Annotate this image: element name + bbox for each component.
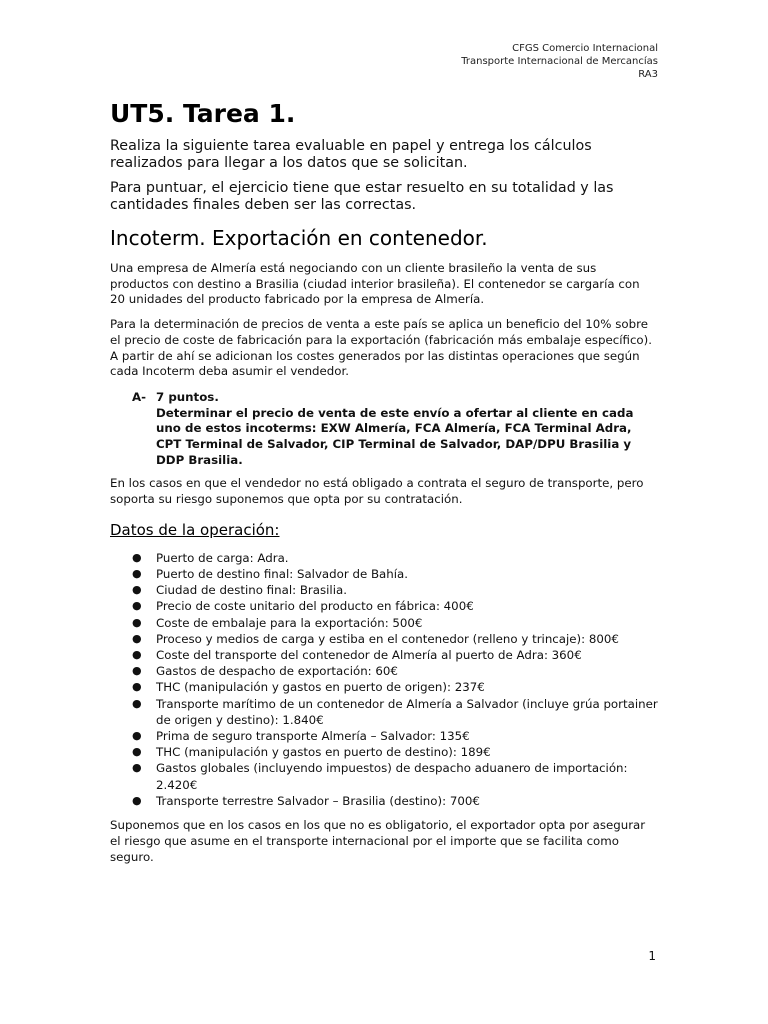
list-item-text: Proceso y medios de carga y estiba en el contenedor (relleno y trincaje): 800€ [156, 631, 619, 646]
list-item-text: Coste de embalaje para la exportación: 500€ [156, 615, 423, 630]
bullet-icon: ● [132, 761, 142, 775]
document-body [110, 98, 658, 874]
bullet-icon: ● [132, 680, 142, 694]
list-item [110, 679, 658, 695]
list-item [110, 598, 658, 614]
data-section-title: Datos de la operación: [110, 520, 280, 539]
bullet-icon: ● [132, 615, 142, 629]
task-body [156, 390, 658, 469]
list-item [110, 615, 658, 631]
list-item-text: THC (manipulación y gastos en puerto de destino): 189€ [156, 745, 491, 760]
bullet-icon: ● [132, 550, 142, 564]
task-item [132, 390, 658, 469]
bullet-icon: ● [132, 631, 142, 645]
list-item [110, 647, 658, 663]
page-header [461, 42, 658, 81]
list-item-text: Gastos globales (incluyendo impuestos) de despacho aduanero de importación: 2.420€ [156, 761, 628, 792]
list-item [110, 793, 658, 809]
list-item-text: Transporte terrestre Salvador – Brasilia (destino): 700€ [156, 793, 480, 808]
bullet-icon: ● [132, 567, 142, 581]
header-course: CFGS Comercio Internacional [512, 43, 658, 54]
bullet-icon: ● [132, 664, 142, 678]
bullet-icon: ● [132, 793, 142, 807]
bullet-icon: ● [132, 729, 142, 743]
list-item [110, 582, 658, 598]
bullet-icon: ● [132, 583, 142, 597]
list-item-text: Prima de seguro transporte Almería – Salvador: 135€ [156, 729, 470, 744]
list-item-text: THC (manipulación y gastos en puerto de origen): 237€ [156, 680, 485, 695]
list-item [110, 631, 658, 647]
list-item [110, 728, 658, 744]
list-item-text: Puerto de carga: Adra. [156, 550, 289, 565]
task-letter: A- [132, 389, 147, 404]
list-item [110, 550, 658, 566]
list-item-text: Precio de coste unitario del producto en fábrica: 400€ [156, 599, 474, 614]
closing-note: Suponemos que en los casos en los que no es obligatorio, el exportador opta por asegurar el riesgo que asume en el transporte internacional por el importe que se facilita como seguro. [110, 818, 646, 864]
list-item-text: Transporte marítimo de un contenedor de Almería a Salvador (incluye grúa portainer de origen y destino): 1.840€ [156, 696, 658, 727]
list-item-text: Gastos de despacho de exportación: 60€ [156, 664, 398, 679]
header-unit: RA3 [638, 69, 658, 80]
document-title: UT5. Tarea 1. [110, 99, 296, 128]
bullet-icon: ● [132, 745, 142, 759]
task-points: 7 puntos. [156, 389, 219, 404]
data-list [110, 550, 658, 809]
header-module: Transporte Internacional de Mercancías [461, 56, 658, 67]
list-item-text: Ciudad de destino final: Brasilia. [156, 583, 347, 598]
case-paragraph-2: Para la determinación de precios de venta a este país se aplica un beneficio del 10% sobre el precio de coste de fabricación para la exportación (fabricación más embalaje específico). A partir de ahí se adicionan los costes generados por las distintas operaciones que según cada Incoterm deba asumir el vendedor. [110, 317, 652, 379]
bullet-icon: ● [132, 648, 142, 662]
list-item [110, 760, 658, 792]
page-number: 1 [648, 949, 656, 963]
intro-paragraph-2: Para puntuar, el ejercicio tiene que estar resuelto en su totalidad y las cantidades finales deben ser las correctas. [110, 180, 614, 213]
case-paragraph-1: Una empresa de Almería está negociando con un cliente brasileño la venta de sus productos con destino a Brasilia (ciudad interior brasileña). El contenedor se cargaría con 20 unidades del producto fabricado por la empresa de Almería. [110, 261, 640, 307]
bullet-icon: ● [132, 696, 142, 710]
task-description: Determinar el precio de venta de este envío a ofertar al cliente en cada uno de estos incoterms: EXW Almería, FCA Almería, FCA Terminal Adra, CPT Terminal de Salvador, CIP Terminal de Salvador, DAP/DPU Brasilia y DDP Brasilia. [156, 405, 634, 467]
list-item [110, 744, 658, 760]
list-item [110, 566, 658, 582]
list-item-text: Puerto de destino final: Salvador de Bahía. [156, 567, 409, 582]
list-item [110, 696, 658, 728]
list-item [110, 663, 658, 679]
insurance-note: En los casos en que el vendedor no está obligado a contrata el seguro de transporte, pero soporta su riesgo suponemos que opta por su contratación. [110, 476, 644, 507]
intro-paragraph-1: Realiza la siguiente tarea evaluable en papel y entrega los cálculos realizados para llegar a los datos que se solicitan. [110, 138, 592, 171]
bullet-icon: ● [132, 599, 142, 613]
list-item-text: Coste del transporte del contenedor de Almería al puerto de Adra: 360€ [156, 648, 582, 663]
section-heading: Incoterm. Exportación en contenedor. [110, 226, 488, 250]
